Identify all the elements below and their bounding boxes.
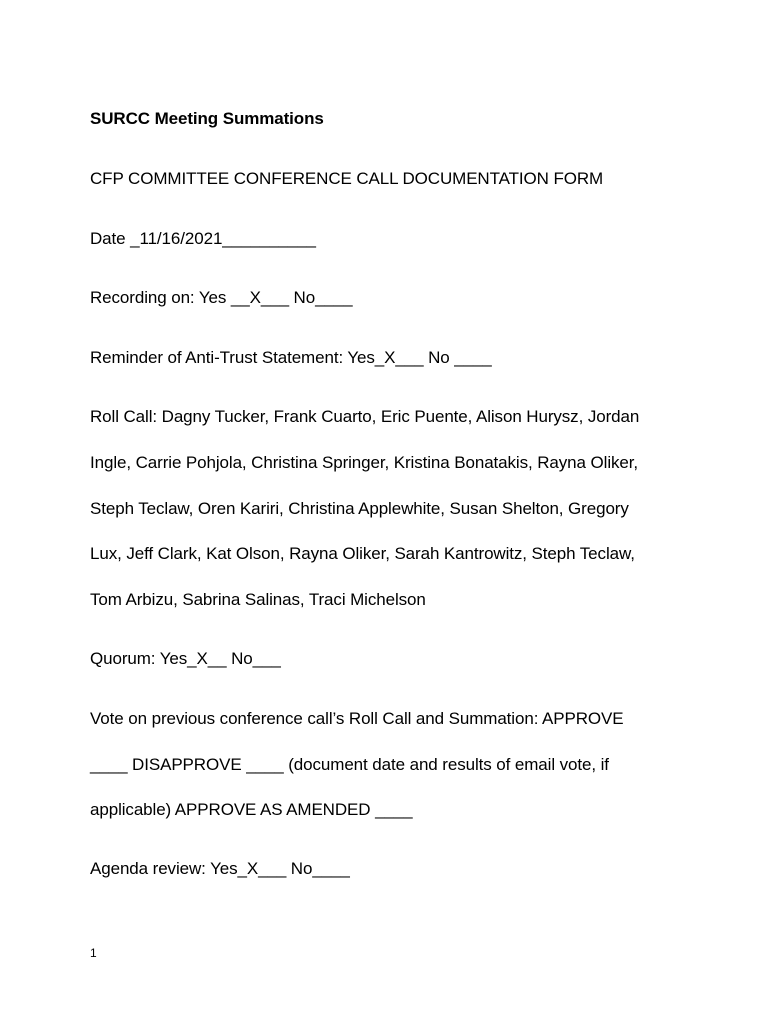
document-title: SURCC Meeting Summations (90, 109, 324, 128)
agenda-line: Agenda review: Yes_X___ No____ (90, 859, 350, 878)
roll-call-line: Tom Arbizu, Sabrina Salinas, Traci Michelson (90, 590, 426, 609)
vote-line: ____ DISAPPROVE ____ (document date and results of email vote, if (90, 755, 609, 774)
roll-call-line: Ingle, Carrie Pohjola, Christina Springer, Kristina Bonatakis, Rayna Oliker, (90, 453, 638, 472)
roll-call-line: Roll Call: Dagny Tucker, Frank Cuarto, Eric Puente, Alison Hurysz, Jordan (90, 407, 640, 426)
roll-call-line: Steph Teclaw, Oren Kariri, Christina Applewhite, Susan Shelton, Gregory (90, 499, 629, 518)
antitrust-line: Reminder of Anti-Trust Statement: Yes_X___ No ____ (90, 348, 492, 367)
roll-call-line: Lux, Jeff Clark, Kat Olson, Rayna Oliker, Sarah Kantrowitz, Steph Teclaw, (90, 544, 635, 563)
page-number: 1 (90, 946, 97, 960)
vote-line: applicable) APPROVE AS AMENDED ____ (90, 800, 413, 819)
date-line: Date _11/16/2021__________ (90, 229, 316, 248)
recording-line: Recording on: Yes __X___ No____ (90, 288, 353, 307)
quorum-line: Quorum: Yes_X__ No___ (90, 649, 281, 668)
form-title: CFP COMMITTEE CONFERENCE CALL DOCUMENTATION FORM (90, 169, 604, 188)
vote-line: Vote on previous conference call’s Roll Call and Summation: APPROVE (90, 709, 624, 728)
